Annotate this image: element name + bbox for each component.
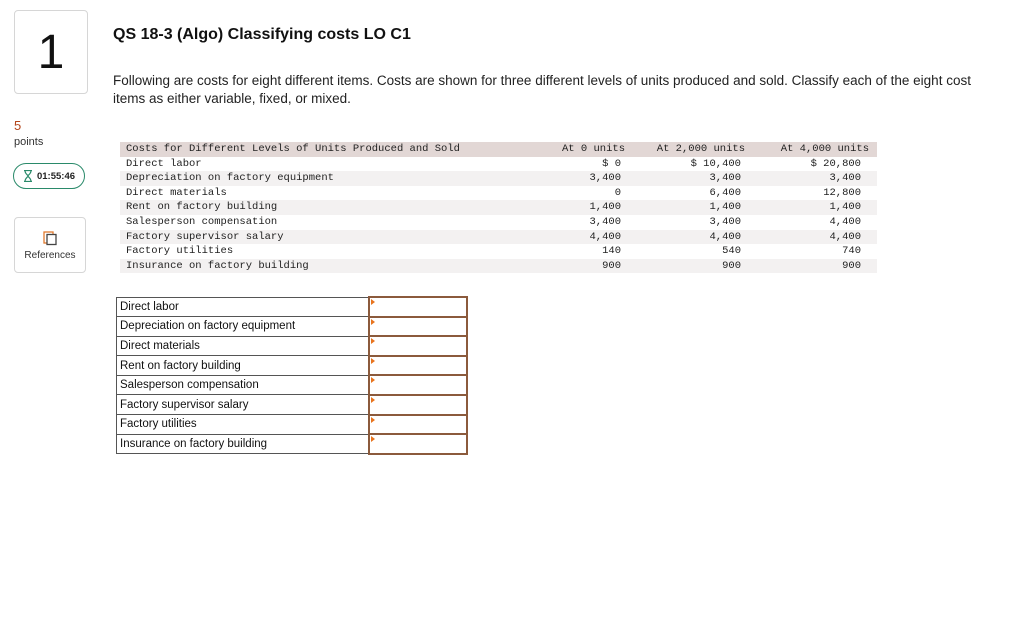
- cost-row: [120, 200, 877, 215]
- cost-row: [120, 230, 877, 245]
- header-0-units: At 0 units: [543, 142, 631, 157]
- dropdown-arrow-icon: [371, 319, 375, 325]
- cost-label: Direct materials: [126, 186, 227, 199]
- cost-0-units: 3,400: [589, 215, 621, 228]
- timer-badge[interactable]: [13, 163, 85, 189]
- header-2000-units: At 2,000 units: [631, 142, 749, 157]
- classification-row: [117, 356, 467, 376]
- classification-item-label: Salesperson compensation: [117, 375, 369, 395]
- cost-0-units: 3,400: [543, 171, 631, 186]
- cost-2000-units: 540: [722, 245, 741, 258]
- cost-label: Rent on factory building: [120, 200, 543, 215]
- dropdown-value: [370, 396, 466, 414]
- cost-0-units: 1,400: [543, 200, 631, 215]
- cost-2000-units: 3,400: [631, 171, 749, 186]
- dropdown-value: [370, 318, 466, 336]
- cost-label: Salesperson compensation: [126, 215, 278, 228]
- dropdown-value: [370, 357, 466, 375]
- classification-row: [117, 375, 467, 395]
- classification-dropdown[interactable]: [369, 434, 467, 454]
- cost-row: [120, 186, 877, 201]
- cost-4000-units: 740: [842, 245, 861, 258]
- classification-row: [117, 434, 467, 454]
- cost-0-units: 900: [543, 259, 631, 274]
- cost-2000-units: 900: [631, 259, 749, 274]
- dropdown-arrow-icon: [371, 397, 375, 403]
- points-block: [14, 118, 43, 150]
- cost-4000-units: 4,400: [749, 230, 877, 245]
- dropdown-arrow-icon: [371, 338, 375, 344]
- cost-label: Factory supervisor salary: [120, 230, 543, 245]
- cost-2000-units: $ 10,400: [690, 157, 741, 170]
- timer-text: 01:55:46: [36, 170, 76, 182]
- cost-row: [120, 244, 877, 259]
- cost-2000-units: 3,400: [709, 215, 741, 228]
- hourglass-icon: [23, 170, 33, 182]
- dropdown-arrow-icon: [371, 358, 375, 364]
- question-instructions: Following are costs for eight different items. Costs are shown for three different levels of units produced and sold. Classify each of the eight cost items as either variable, fixed, or mixed.: [113, 73, 971, 106]
- cost-4000-units: 4,400: [829, 215, 861, 228]
- classification-item-label: Direct materials: [117, 336, 369, 356]
- cost-4000-units: 900: [749, 259, 877, 274]
- cost-0-units: 140: [602, 245, 621, 258]
- classification-item-label: Direct labor: [117, 297, 369, 317]
- cost-4000-units: 1,400: [749, 200, 877, 215]
- header-4000-units: At 4,000 units: [749, 142, 877, 157]
- classification-row: [117, 297, 467, 317]
- classification-dropdown[interactable]: [369, 395, 467, 415]
- points-value: 5: [14, 118, 22, 133]
- cost-4000-units: 3,400: [749, 171, 877, 186]
- references-icon: [42, 230, 58, 246]
- cost-0-units: $ 0: [602, 157, 621, 170]
- cost-2000-units: 1,400: [631, 200, 749, 215]
- references-label: References: [24, 249, 76, 261]
- cost-label: Depreciation on factory equipment: [120, 171, 543, 186]
- dropdown-value: [370, 435, 466, 453]
- classification-row: [117, 336, 467, 356]
- classification-dropdown[interactable]: [369, 375, 467, 395]
- dropdown-arrow-icon: [371, 377, 375, 383]
- classification-row: [117, 395, 467, 415]
- dropdown-value: [370, 416, 466, 434]
- cost-label: Direct labor: [126, 157, 202, 170]
- cost-2000-units: 6,400: [709, 186, 741, 199]
- classification-dropdown[interactable]: [369, 297, 467, 317]
- cost-label: Factory utilities: [126, 245, 234, 258]
- dropdown-arrow-icon: [371, 299, 375, 305]
- classification-item-label: Factory utilities: [117, 415, 369, 435]
- classification-row: [117, 415, 467, 435]
- dropdown-arrow-icon: [371, 417, 375, 423]
- question-number: 1: [14, 10, 88, 94]
- dropdown-value: [370, 298, 466, 316]
- cost-0-units: 4,400: [543, 230, 631, 245]
- question-title: QS 18-3 (Algo) Classifying costs LO C1: [113, 26, 411, 43]
- points-label: points: [14, 136, 44, 148]
- cost-row: [120, 215, 877, 230]
- cost-table-header: [120, 142, 877, 157]
- dropdown-value: [370, 337, 466, 355]
- cost-row: [120, 157, 877, 172]
- classification-item-label: Insurance on factory building: [117, 434, 369, 454]
- cost-label: Insurance on factory building: [120, 259, 543, 274]
- cost-row: [120, 259, 877, 274]
- dropdown-value: [370, 376, 466, 394]
- classification-table: [116, 296, 468, 455]
- classification-item-label: Depreciation on factory equipment: [117, 317, 369, 337]
- header-cost-label: Costs for Different Levels of Units Produced and Sold: [120, 142, 543, 157]
- cost-2000-units: 4,400: [631, 230, 749, 245]
- classification-dropdown[interactable]: [369, 336, 467, 356]
- cost-row: [120, 171, 877, 186]
- classification-dropdown[interactable]: [369, 415, 467, 435]
- cost-4000-units: 12,800: [823, 186, 861, 199]
- cost-data-table: [120, 142, 877, 273]
- classification-row: [117, 317, 467, 337]
- classification-item-label: Factory supervisor salary: [117, 395, 369, 415]
- classification-dropdown[interactable]: [369, 356, 467, 376]
- dropdown-arrow-icon: [371, 436, 375, 442]
- cost-0-units: 0: [614, 186, 621, 199]
- classification-item-label: Rent on factory building: [117, 356, 369, 376]
- classification-dropdown[interactable]: [369, 317, 467, 337]
- cost-4000-units: $ 20,800: [810, 157, 861, 170]
- references-button[interactable]: [14, 217, 86, 273]
